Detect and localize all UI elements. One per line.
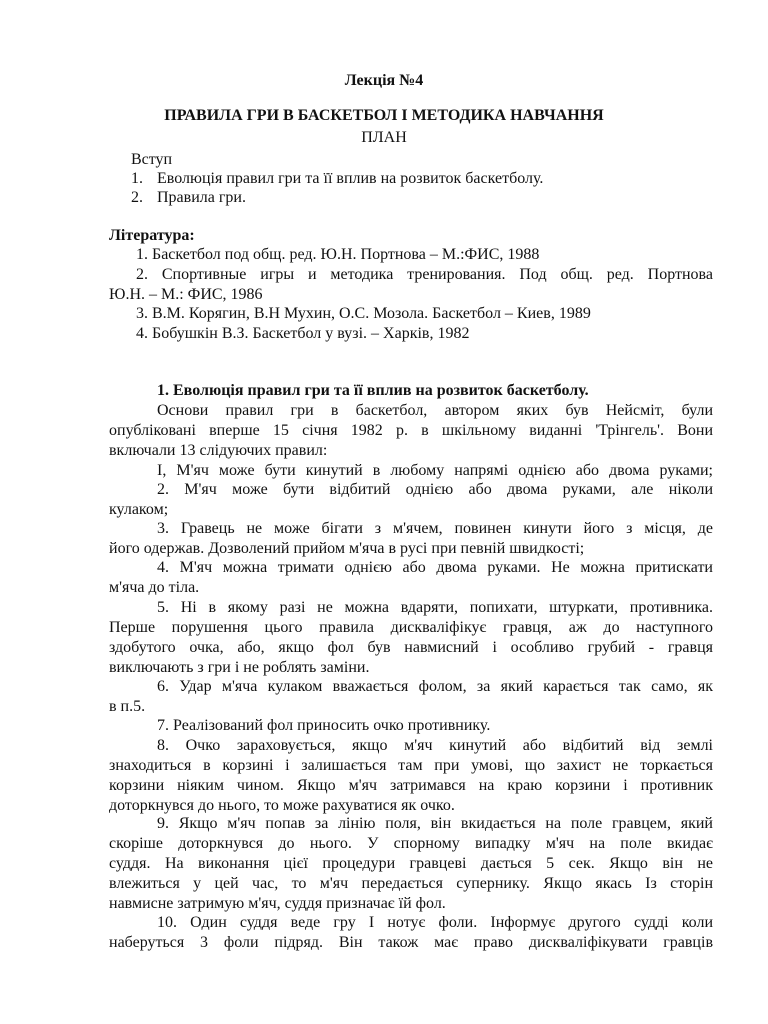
- rule-1: І, М'яч може бути кинутий в любому напрямі однією або двома руками;: [157, 462, 713, 479]
- plan-item-2: Правила гри.: [157, 189, 246, 206]
- rule-10-cont: наберуться 3 фоли підряд. Він також має право дискваліфікувати гравців: [109, 934, 713, 951]
- literature-item-4: 4. Бобушкін В.З. Баскетбол у вузі. – Харків, 1982: [136, 325, 470, 342]
- rule-10: 10. Один суддя веде гру І нотує фоли. Інформує другого судді коли: [157, 914, 713, 931]
- rule-2-cont: кулаком;: [109, 501, 169, 518]
- rule-9-cont: навмисне затримую м'яч, суддя призначає їй фол.: [109, 895, 446, 912]
- rule-9-cont: скоріше доторкнувся до нього. У спорному випадку м'яч на поле вкидає: [109, 835, 713, 852]
- rule-4: 4. М'яч можна тримати однією або двома руками. Не можна притискати: [157, 559, 713, 576]
- literature-item-1: 1. Баскетбол под общ. ред. Ю.Н. Портнова – М.:ФИС, 1988: [136, 246, 540, 263]
- rule-9: 9. Якщо м'яч попав за лінію поля, він вкидається на поле гравцем, який: [157, 815, 713, 832]
- literature-item-2-cont: Ю.Н. – М.: ФИС, 1986: [109, 286, 263, 303]
- paragraph-line: Основи правил гри в баскетбол, автором яких був Нейсміт, були: [157, 402, 713, 419]
- rule-8-cont: корзини ніяким чином. Якщо м'яч затримався на краю корзини і противник: [109, 777, 713, 794]
- rule-8-cont: знаходиться в корзині і залишається там при умові, що захист не торкається: [109, 757, 713, 774]
- rule-5-cont: Перше порушення цього правила дискваліфікує гравця, аж до наступного: [109, 619, 713, 636]
- document-title: ПРАВИЛА ГРИ В БАСКЕТБОЛ І МЕТОДИКА НАВЧАННЯ: [164, 107, 604, 124]
- plan-intro: Вступ: [131, 151, 173, 168]
- paragraph-line: включали 13 слідуючих правил:: [109, 442, 328, 459]
- literature-heading: Література:: [109, 227, 195, 244]
- rule-4-cont: м'яча до тіла.: [109, 579, 200, 596]
- rule-7: 7. Реалізований фол приносить очко противнику.: [157, 717, 491, 734]
- plan-heading: ПЛАН: [361, 129, 407, 146]
- rule-5-cont: здобутого очка, або, якщо фол був навмисний і особливо грубий - гравця: [109, 639, 713, 656]
- literature-item-3: 3. В.М. Корягин, В.Н Мухин, О.С. Мозола. Баскетбол – Киев, 1989: [136, 305, 591, 322]
- plan-item-2-num: 2.: [131, 189, 143, 206]
- rule-3: 3. Гравець не може бігати з м'ячем, повинен кинути його з місця, де: [157, 520, 713, 537]
- rule-3-cont: його одержав. Дозволений прийом м'яча в русі при певній швидкості;: [109, 540, 585, 557]
- rule-2: 2. М'яч може бути відбитий однією або двома руками, але ніколи: [157, 481, 713, 498]
- plan-item-1-num: 1.: [131, 170, 143, 187]
- rule-5-cont: виключають з гри і не роблять заміни.: [109, 659, 370, 676]
- rule-8: 8. Очко зараховується, якщо м'яч кинутий або відбитий від землі: [157, 737, 713, 754]
- rule-6: 6. Удар м'яча кулаком вважається фолом, за який карається так само, як: [157, 678, 713, 695]
- lecture-number: Лекція №4: [344, 72, 424, 89]
- rule-8-cont: доторкнувся до нього, то може рахуватися як очко.: [109, 797, 455, 814]
- rule-6-cont: в п.5.: [109, 698, 146, 715]
- plan-item-1: Еволюція правил гри та її вплив на розвиток баскетболу.: [157, 170, 544, 187]
- literature-item-2: 2. Спортивные игры и методика тренирования. Под общ. ред. Портнова: [136, 266, 713, 283]
- rule-9-cont: влежиться у цей час, то м'яч передається супернику. Якщо якась Із сторін: [109, 875, 713, 892]
- paragraph-line: опубліковані вперше 15 січня 1982 р. в шкільному виданні 'Трінгель'. Вони: [109, 422, 713, 439]
- rule-9-cont: суддя. На виконання цієї процедури гравцеві дається 5 сек. Якщо він не: [109, 855, 713, 872]
- section-1-heading: 1. Еволюція правил гри та її вплив на розвиток баскетболу.: [157, 382, 589, 399]
- rule-5: 5. Ні в якому разі не можна вдаряти, попихати, штуркати, противника.: [157, 599, 713, 616]
